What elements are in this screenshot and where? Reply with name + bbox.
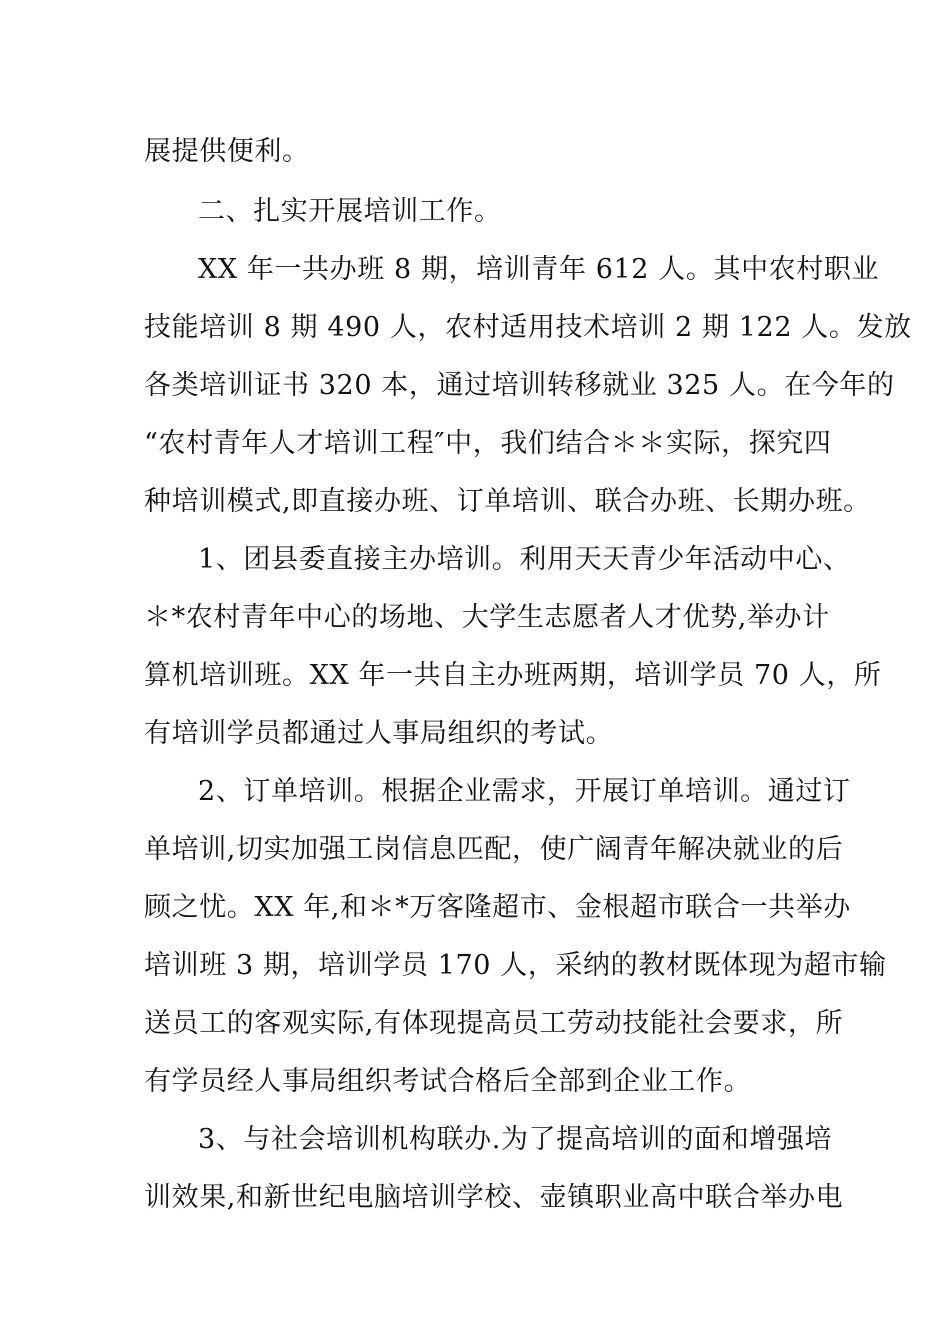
text-line: ＊*农村青年中心的场地、大学生志愿者人才优势,举办计	[144, 602, 830, 633]
text-line: 训效果,和新世纪电脑培训学校、壶镇职业高中联合举办电	[144, 1182, 844, 1213]
text-line: “农村青年人才培训工程″中，我们结合＊＊实际，探究四	[144, 428, 832, 459]
text-line: 单培训,切实加强工岗信息匹配，使广阔青年解决就业的后	[144, 834, 844, 865]
text-line: 技能培训 8 期 490 人，农村适用技术培训 2 期 122 人。发放	[144, 312, 912, 343]
text-line: 送员工的客观实际,有体现提高员工劳动技能社会要求，所	[144, 1008, 844, 1039]
text-line: 有培训学员都通过人事局组织的考试。	[144, 718, 614, 749]
text-line: 有学员经人事局组织考试合格后全部到企业工作。	[144, 1066, 752, 1097]
text-line: 1、团县委直接主办培训。利用天天青少年活动中心、	[198, 544, 851, 575]
text-line: 算机培训班。XX 年一共自主办班两期，培训学员 70 人，所	[144, 660, 882, 691]
text-line: 种培训模式,即直接办班、订单培训、联合办班、长期办班。	[144, 486, 871, 517]
text-line: 各类培训证书 320 本，通过培训转移就业 325 人。在今年的	[144, 370, 895, 401]
text-line: 2、订单培训。根据企业需求，开展订单培训。通过订	[198, 776, 851, 807]
text-line: 顾之忧。XX 年,和＊*万客隆超市、金根超市联合一共举办	[144, 892, 851, 923]
text-line: 展提供便利。	[144, 136, 310, 167]
section-heading: 二、扎实开展培训工作。	[198, 196, 502, 227]
text-line: 3、与社会培训机构联办.为了提高培训的面和增强培	[198, 1124, 833, 1155]
text-line: XX 年一共办班 8 期，培训青年 612 人。其中农村职业	[198, 254, 880, 285]
text-line: 培训班 3 期，培训学员 170 人，采纳的教材既体现为超市输	[144, 950, 887, 981]
